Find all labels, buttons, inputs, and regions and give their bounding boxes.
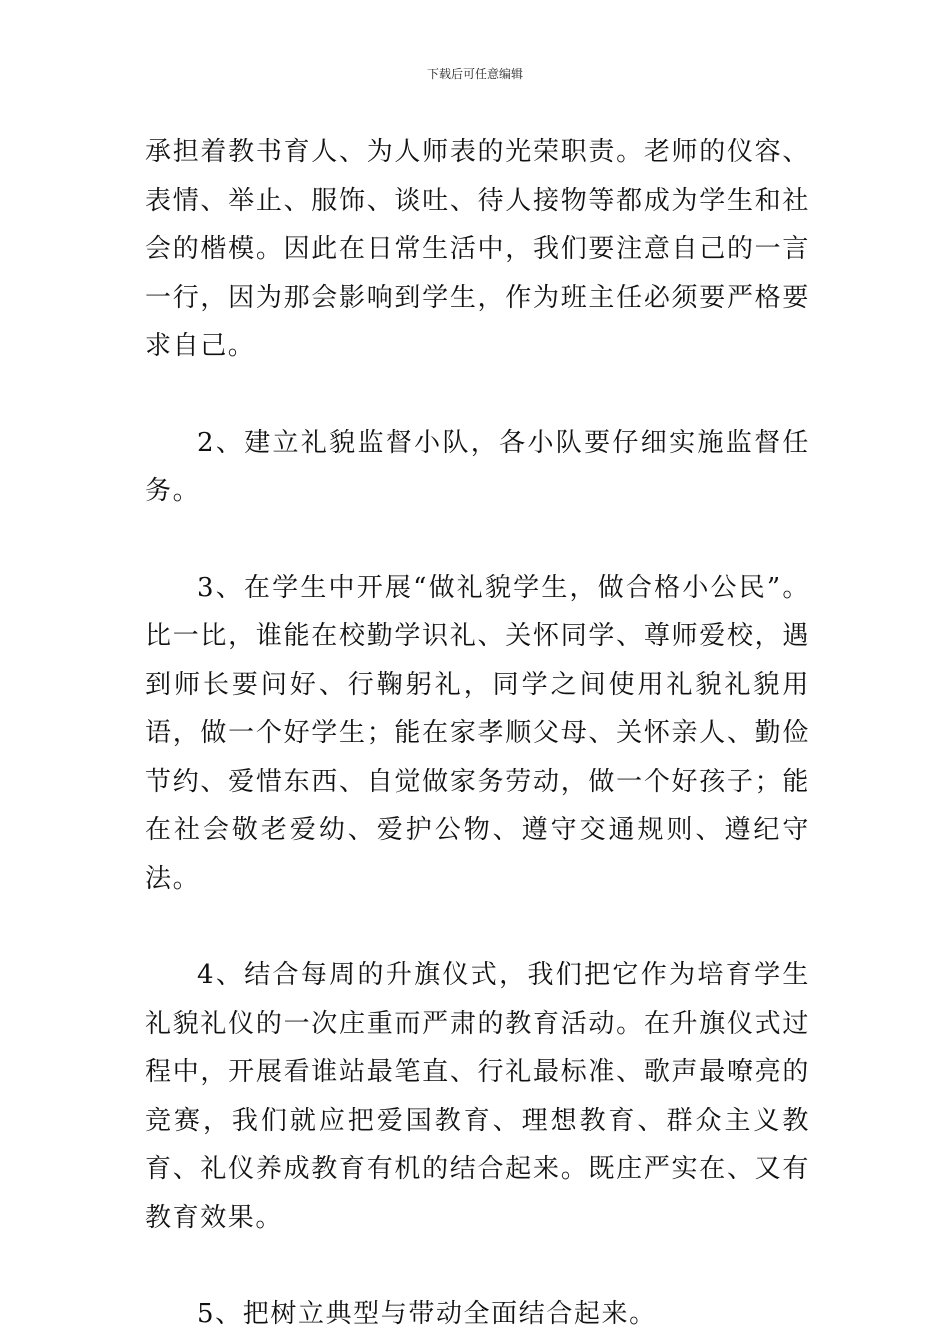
paragraph-continuation: 承担着教书育人、为人师表的光荣职责。老师的仪容、表情、举止、服饰、谈吐、待人接物等都成为学生和社会的楷模。因此在日常生活中，我们要注意自己的一言一行，因为那会影响到学生，作为班主任必须要严格要求自己。 <box>145 137 810 361</box>
paragraph-gap <box>145 516 810 564</box>
paragraph-gap <box>145 371 810 419</box>
paragraph-gap <box>145 1242 810 1290</box>
paragraph-item-4: 4、结合每周的升旗仪式，我们把它作为培育学生礼貌礼仪的一次庄重而严肃的教育活动。在升旗仪式过程中，开展看谁站最笔直、行礼最标准、歌声最嘹亮的竞赛，我们就应把爱国教育、理想教育、群众主义教育、礼仪养成教育有机的结合起来。既庄严实在、又有教育效果。 <box>145 960 810 1233</box>
document-body <box>145 128 810 1339</box>
page-header: 下载后可任意编辑 <box>426 67 523 81</box>
paragraph-gap <box>145 903 810 951</box>
paragraph-item-2: 2、建立礼貌监督小队，各小队要仔细实施监督任务。 <box>145 427 810 506</box>
paragraph-item-3: 3、在学生中开展“做礼貌学生，做合格小公民”。比一比，谁能在校勤学识礼、关怀同学、尊师爱校，遇到师长要问好、行鞠躬礼，同学之间使用礼貌礼貌用语，做一个好学生；能在家孝顺父母、关怀亲人、勤俭节约、爱惜东西、自觉做家务劳动，做一个好孩子；能在社会敬老爱幼、爱护公物、遵守交通规则、遵纪守法。 <box>145 572 810 894</box>
paragraph-item-5: 5、把树立典型与带动全面结合起来。 <box>197 1299 657 1329</box>
